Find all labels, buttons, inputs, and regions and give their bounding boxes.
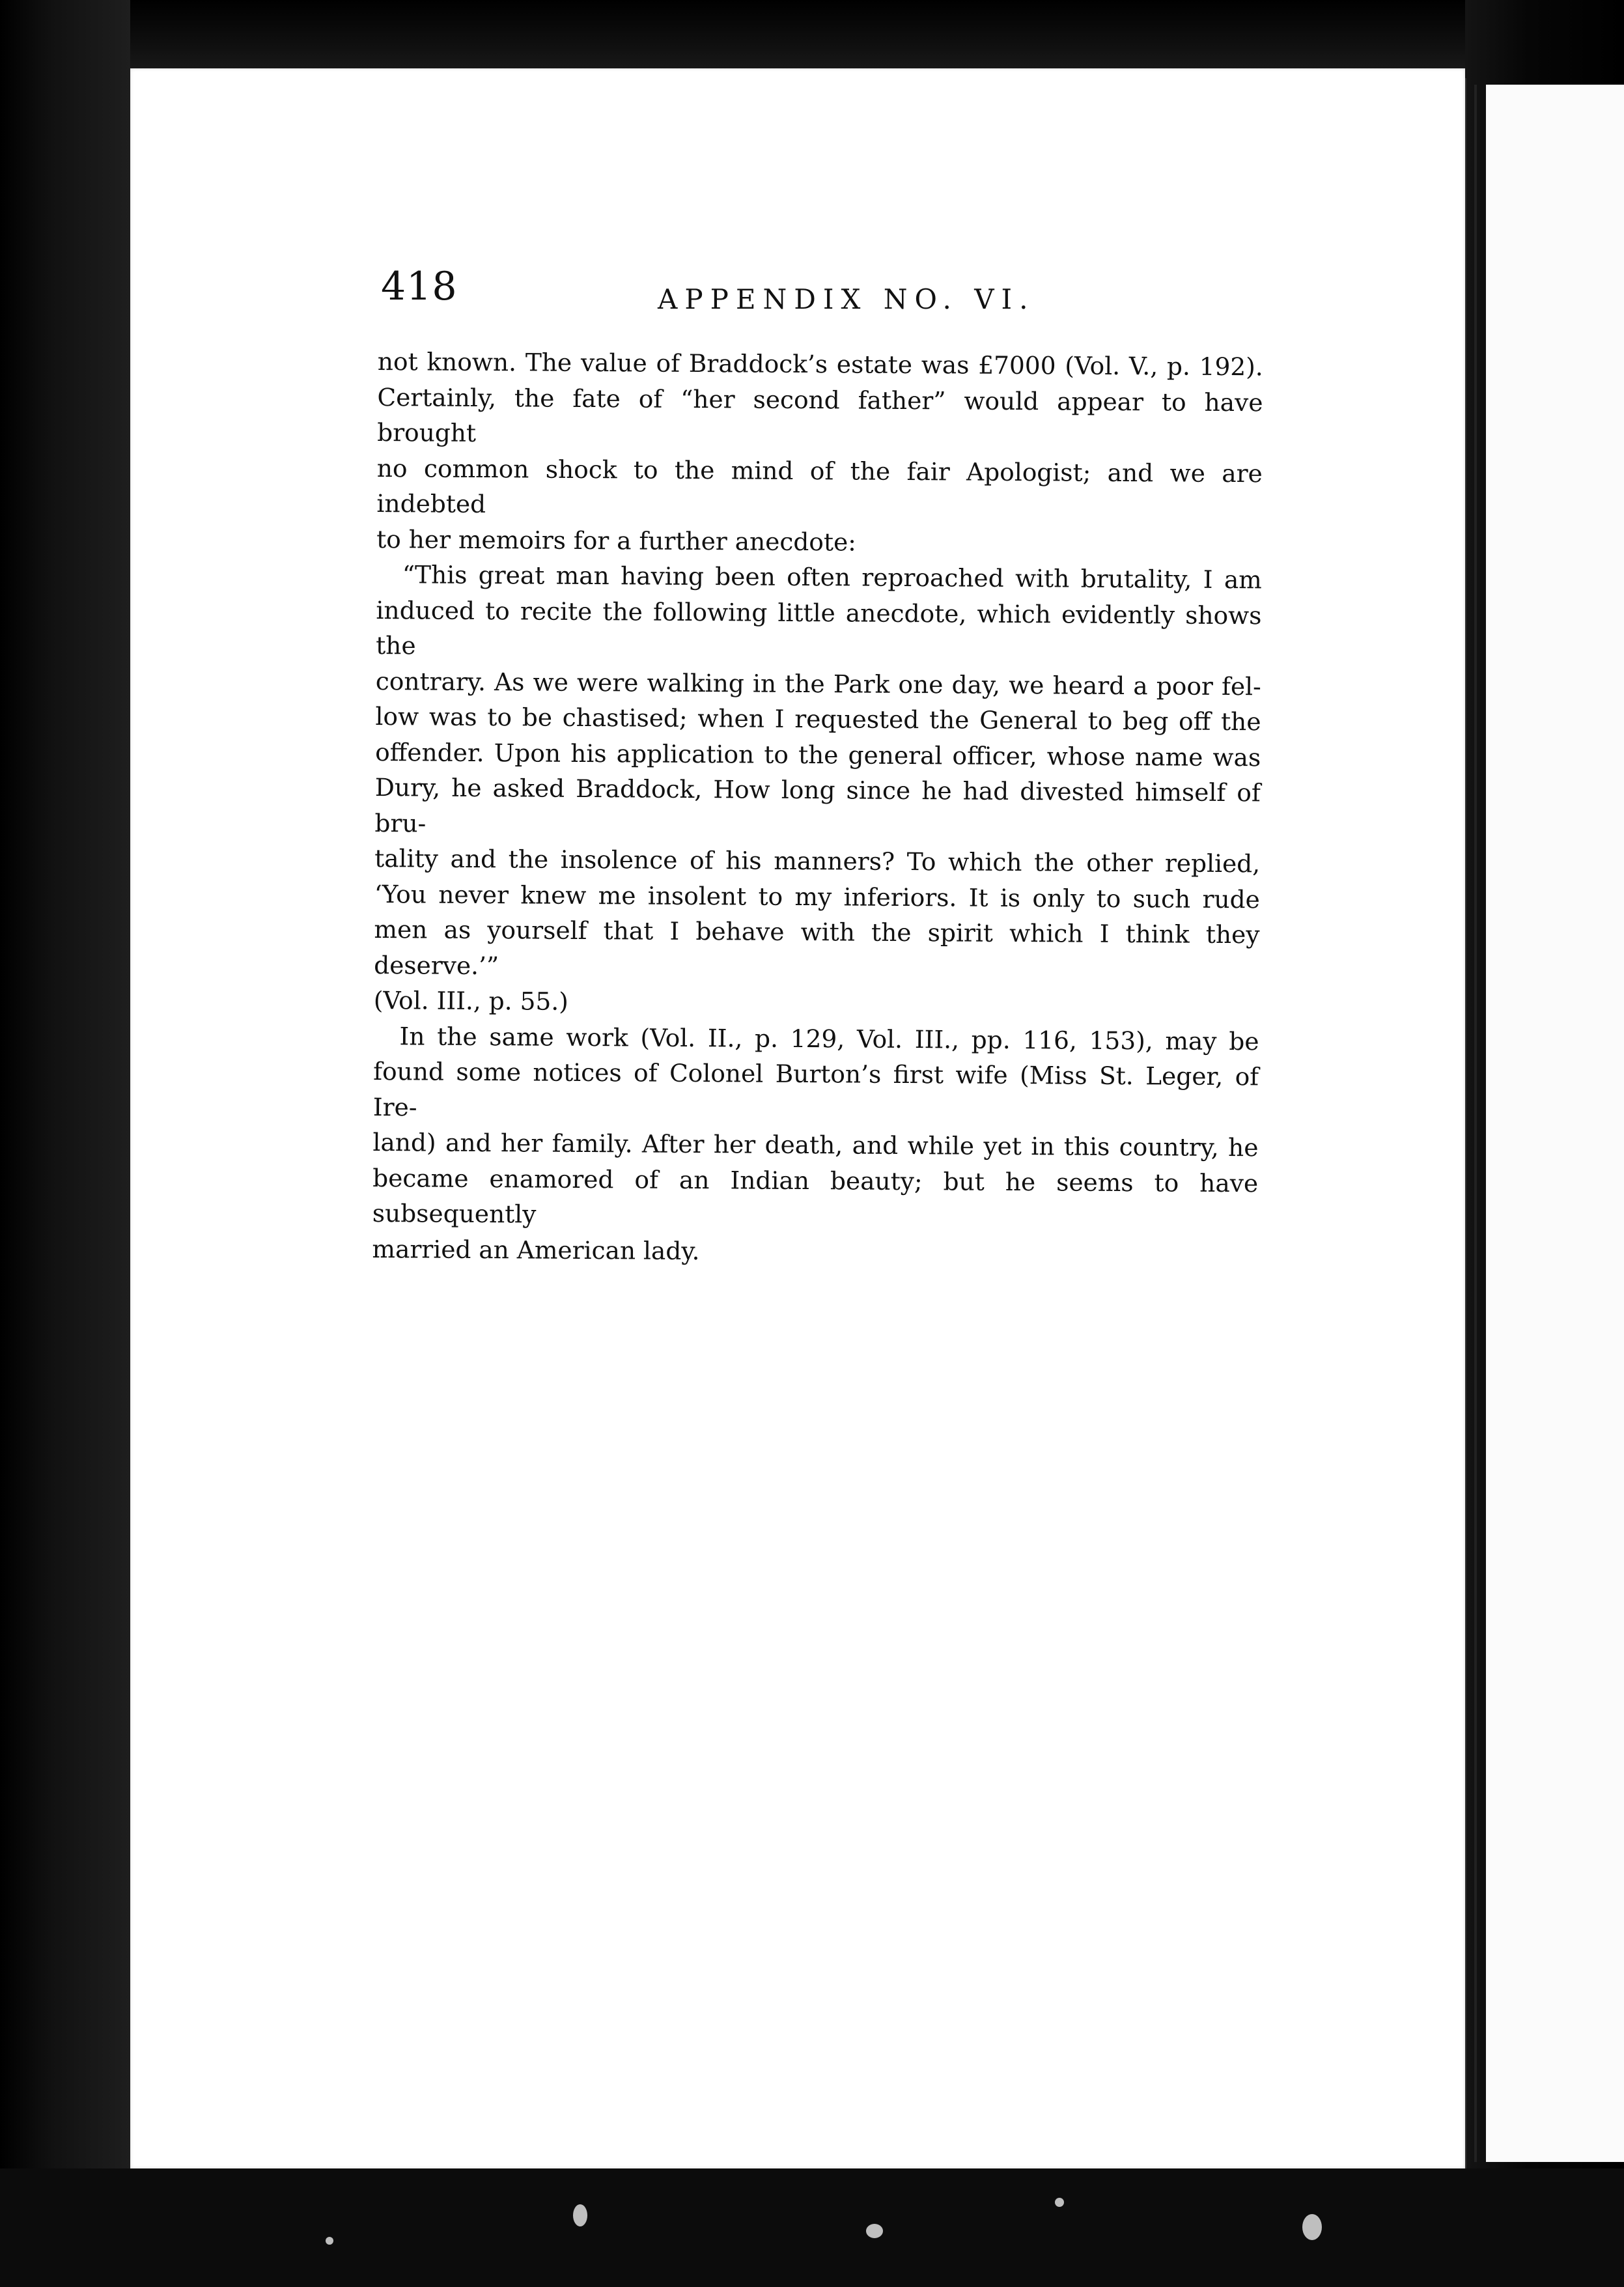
text-line: to her memoirs for a further anecdote:: [376, 524, 857, 556]
text-line: no common shock to the mind of the fair Apologist; and we are indebted: [376, 453, 1263, 519]
body-text: [372, 344, 1263, 1272]
bottom-edge-specks: [130, 2178, 1459, 2276]
text-line: not known. The value of Braddock’s estate was £7000 (Vol. V., p. 192).: [377, 346, 1263, 382]
scan-border-left: [0, 0, 130, 2287]
text-line: In the same work (Vol. II., p. 129, Vol. III., pp. 116, 153), may be: [399, 1021, 1259, 1056]
text-line: married an American lady.: [372, 1234, 700, 1265]
text-line: land) and her family. After her death, and while yet in this country, he: [372, 1127, 1259, 1162]
page-number: 418: [381, 264, 458, 309]
quote-line: induced to recite the following little anecdote, which evidently shows the: [376, 595, 1262, 660]
running-title: APPENDIX NO. VI.: [658, 283, 1035, 315]
quote-line: contrary. As we were walking in the Park one day, we heard a poor fel-: [375, 666, 1261, 701]
quote-line: tality and the insolence of his manners? To which the other replied,: [374, 843, 1261, 878]
running-head: [381, 264, 1299, 322]
quote-line: men as yourself that I behave with the spirit which I think they deserve.’”: [374, 914, 1260, 980]
text-line: found some notices of Colonel Burton’s first wife (Miss St. Leger, of Ire-: [372, 1056, 1259, 1121]
quote-line: offender. Upon his application to the general officer, whose name was: [375, 737, 1261, 772]
quote-line: low was to be chastised; when I requested the General to beg off the: [375, 701, 1261, 737]
scan-border-top: [0, 0, 1624, 72]
citation-line: (Vol. III., p. 55.): [373, 985, 568, 1016]
text-line: Certainly, the fate of “her second father” would appear to have brought: [377, 382, 1263, 447]
quote-line: “This great man having been often reproached with brutality, I am: [402, 560, 1262, 595]
page-gutter-line: [1474, 85, 1477, 2162]
adjacent-page-edge: [1486, 85, 1624, 2162]
quote-line: Dury, he asked Braddock, How long since he had divested himself of bru-: [374, 772, 1261, 837]
text-line: became enamored of an Indian beauty; but he seems to have subsequently: [372, 1163, 1259, 1229]
quote-line: ‘You never knew me insolent to my inferiors. It is only to such rude: [374, 879, 1260, 914]
